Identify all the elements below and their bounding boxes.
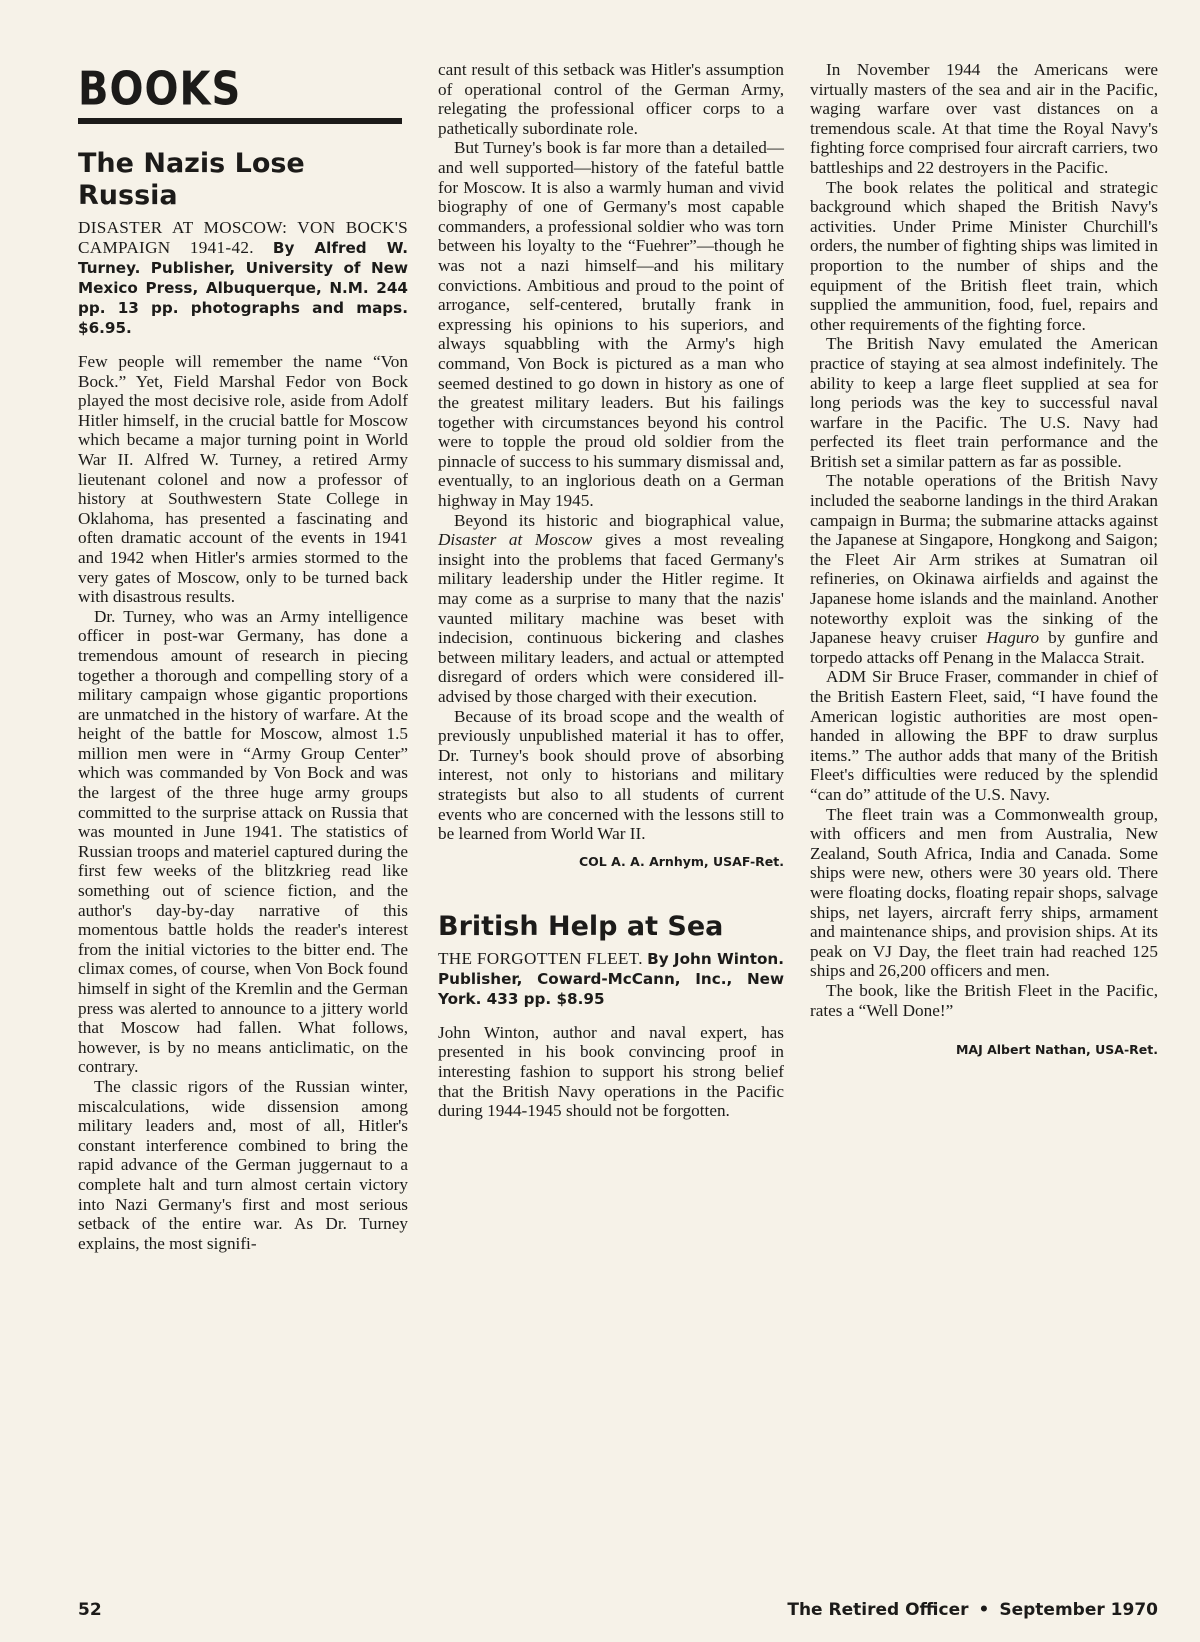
page-number: 52 [78,1600,102,1620]
review-2-paragraph: The fleet train was a Commonwealth group, with officers and men from Australia, New Zealand, South Africa, India and Canada. Some ships were new, others were 30 years old. There were floating docks, floating repair shops, salvage ships, net layers, aircraft ferry ships, armament and maintenance ships, and provision ships. At its peak on VJ Day, the fleet train had reached 125 ships and 26,200 officers and men. [810,804,1158,981]
review-1-paragraph: Few people will remember the name “Von Bock.” Yet, Field Marshal Fedor von Bock played the most decisive role, aside from Adolf Hitler himself, in the crucial battle for Moscow which became a major turning point in World War II. Alfred W. Turney, a retired Army lieutenant colonel and now a professor of history at Southwestern State College in Oklahoma, has presented a fascinating and often dramatic account of the events in 1941 and 1942 when Hitler's armies stormed to the very gates of Moscow, only to be turned back with disastrous results. [78,352,408,607]
review-2-p5-rest: by gunfire and torpedo attacks off Penang in the Malacca Strait. [810,628,1159,667]
review-1-signature: COL A. A. Arnhym, USAF-Ret. [578,853,784,869]
column-3 [810,60,1158,1057]
review-1-title: The Nazis Lose Russia [78,148,305,211]
column-1 [78,60,408,1253]
review-1-paragraph: But Turney's book is far more than a detailed—and well supported—history of the fateful battle for Moscow. It is also a warmly human and vivid biography of one of Germany's most capable commanders, a professional soldier who was torn between his loyalty to the “Fuehrer”—though he was not a nazi himself—and his military convictions. Ambitious and proud to the point of arrogance, self-centered, brutally frank in expressing his opinions to his superiors, and always squabbling with the Army's high command, Von Bock is pictured as a man who seemed destined to go down in history as one of the greatest military leaders. But his failings together with circumstances beyond his control were to topple the proud old soldier from the pinnacle of success to his summary dismissal and, eventually, to an inglorious death on a German highway in May 1945. [438,138,784,511]
review-2-p5-lead: The notable operations of the British Navy included the seaborne landings in the third Arakan campaign in Burma; the submarine attacks against the Japanese at Singapore, Hongkong and Saigon; the Fleet Air Arm strikes at Sumatran oil refineries, on Okinawa airfields and against the Japanese home islands and the mainland. Another noteworthy exploit was the sinking of the Japanese heavy cruiser [810,471,1158,648]
review-2-paragraph: John Winton, author and naval expert, has presented in his book convincing proof in interesting fashion to support his strong belief that the British Navy operations in the Pacific during 1944-1945 should not be forgotten. [438,1022,784,1121]
review-1-p6-rest: gives a most revealing insight into the problems that faced Germany's military leadership under the Hitler regime. It may come as a surprise to many that the nazis' vaunted military machine was beset with indecision, continuous bickering and clashes between military leaders, and actual or attempted disregard of orders which were considered ill-advised by those charged with their execution. [438,530,785,706]
section-rule [78,118,402,124]
review-2-signature: MAJ Albert Nathan, USA-Ret. [955,1042,1158,1058]
review-1-credits: By Alfred W. Turney. Publisher, University of New Mexico Press, Albuquerque, N.M. 244 pp. 13 pp. photographs and maps. $6.95. [78,239,408,337]
publication-name: The Retired Officer [787,1600,969,1620]
review-2-paragraph: In November 1944 the Americans were virtually masters of the sea and air in the Pacific, waging warfare over vast distances on a tremendous scale. At that time the Royal Navy's fighting force comprised four aircraft carriers, two battleships and 22 destroyers in the Pacific. [810,60,1158,177]
section-label: BOOKS [78,62,242,116]
review-2-paragraph: ADM Sir Bruce Fraser, commander in chief of the British Eastern Fleet, said, “I have found the American logistic authorities are most open-handed in allowing the BPF to draw surplus items.” The author adds that many of the British Fleet's difficulties were reduced by the splendid “can do” attitude of the U.S. Navy. [810,667,1158,804]
issue-date: September 1970 [999,1600,1158,1620]
review-2-title: British Help at Sea [438,910,724,942]
review-2-book-title: THE FORGOTTEN FLEET. [438,948,643,968]
review-1-paragraph [438,511,784,707]
review-1-p6-lead: Beyond its historic and biographical value, [454,510,784,530]
review-2-credits: By John Winton. Publisher, Coward-McCann, Inc., New York. 433 pp. $8.95 [438,949,785,1008]
review-1-book-title: DISASTER AT MOSCOW: VON BOCK'S CAMPAIGN 1941-42. [78,218,408,257]
column-2 [438,60,784,1121]
review-2-paragraph: The book relates the political and strategic background which shaped the British Navy's activities. Under Prime Minister Churchill's orders, the number of fighting ships was limited in proportion to the number of ships and the equipment of the British fleet train, which supplied the ammunition, food, fuel, repairs and other requirements of the fighting force. [810,177,1158,334]
review-1-paragraph: The classic rigors of the Russian winter, miscalculations, wide dissension among military leaders and, most of all, Hitler's constant interference combined to bring the rapid advance of the German juggernaut to a complete halt and turn almost certain victory into Nazi Germany's first and most serious setback of the entire war. As Dr. Turney explains, the most signifi- [78,1076,408,1253]
review-1-paragraph: Because of its broad scope and the wealth of previously unpublished material it has to offer, Dr. Turney's book should prove of absorbing interest, not only to historians and military strategists but also to all students of current events who are concerned with the lessons still to be learned from World War II. [438,706,784,844]
footer-bullet: • [978,1600,990,1620]
review-1-book-info [78,218,408,338]
review-2-paragraph: The book, like the British Fleet in the Pacific, rates a “Well Done!” [810,980,1158,1020]
review-2-paragraph: The British Navy emulated the American practice of staying at sea almost indefinitely. The ability to keep a large fleet supplied at sea for long periods was the key to successful naval warfare in the Pacific. The U.S. Navy had perfected its fleet train performance and the British set a similar pattern as far as possible. [810,334,1158,471]
review-2-paragraph [810,471,1158,667]
publication-line [787,1600,1158,1620]
review-1-book-title-italic: Disaster at Moscow [438,530,593,550]
review-2-book-info [438,949,784,1009]
review-1-paragraph: cant result of this setback was Hitler's assumption of operational control of the German Army, relegating the professional officer corps to a pathetically subordinate role. [438,60,784,138]
page-footer [78,1600,1158,1626]
review-2-ship-name-italic: Haguro [986,628,1040,648]
review-1-paragraph: Dr. Turney, who was an Army intelligence officer in post-war Germany, has done a tremendous amount of research in piecing together a thorough and compelling story of a military campaign whose gigantic proportions are unmatched in the history of warfare. At the height of the battle for Moscow, almost 1.5 million men were in “Army Group Center” which was commanded by Von Bock and was the largest of the three huge army groups committed to the surprise attack on Russia that was mounted in June 1941. The statistics of Russian troops and materiel captured during the first few weeks of the blitzkrieg read like something out of science fiction, and the author's day-by-day narrative of this momentous battle holds the reader's interest from the initial victories to the bitter end. The climax comes, of course, when Von Bock found himself in sight of the Kremlin and the German press was alerted to announce to a jittery world that Moscow had fallen. What follows, however, is by no means anticlimatic, on the contrary. [78,606,408,1077]
